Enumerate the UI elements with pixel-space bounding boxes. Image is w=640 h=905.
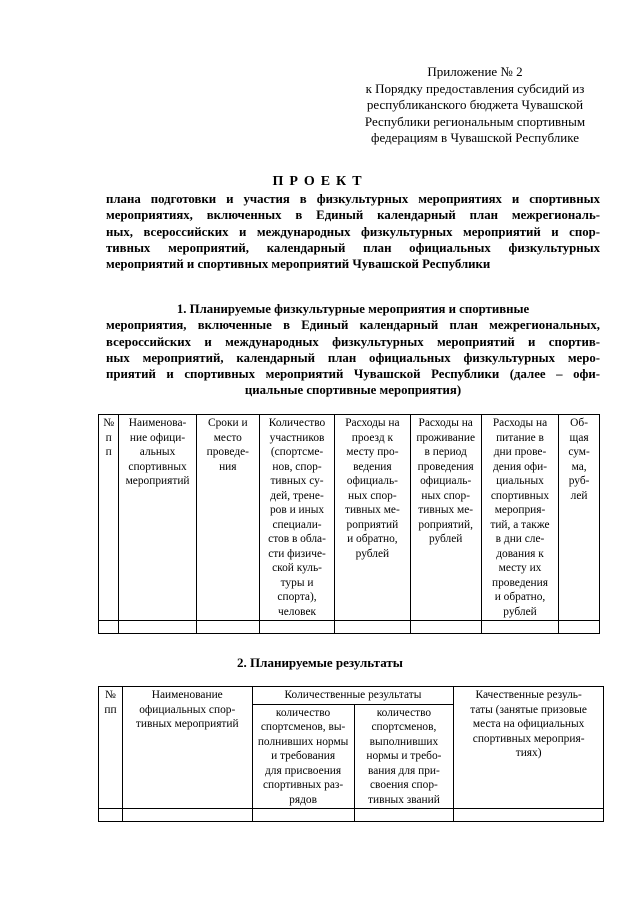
header-cell: Расходы на питание в дни прове- дения офи- циальных спортивных мероприя- тий, а также в дни сле- дования к месту их проведения и обратно, рублей: [481, 415, 558, 621]
header-cell: количество спортсменов, вы- полнивших нормы и требования для присвоения спортивных раз- рядов: [252, 704, 354, 809]
header-cell: № п п: [99, 415, 119, 621]
table-cell: [122, 809, 252, 822]
table-header-row: [99, 687, 604, 705]
header-cell: Качественные резуль- таты (занятые призовые места на официальных спортивных мероприя- тиях): [454, 687, 604, 809]
table-cell: [481, 621, 558, 634]
section1-line: 1. Планируемые физкультурные мероприятия и спортивные: [176, 302, 530, 316]
table-row: [99, 809, 604, 822]
table-row: [99, 621, 600, 634]
header-cell: Количество участников (спортсме- нов, спор- тивных су- дей, трене- ров и иных специали- стов в обла- сти физиче- ской куль- туры и спорта), человек: [259, 415, 334, 621]
plan-title: [106, 191, 600, 272]
header-cell: Наименование официальных спор- тивных мероприятий: [122, 687, 252, 809]
project-heading: ПРОЕКТ: [272, 174, 368, 189]
table-cell: [119, 621, 196, 634]
appendix-line: республиканского бюджета Чувашской: [366, 97, 584, 112]
header-cell: количество спортсменов, выполнивших нормы и требо- вания для при- своения спор- тивных званий: [354, 704, 454, 809]
header-cell: Об- щая сум- ма, руб- лей: [559, 415, 600, 621]
section2-title: 2. Планируемые результаты: [237, 655, 403, 670]
table-cell: [354, 809, 454, 822]
events-table: [98, 414, 600, 634]
table-cell: [99, 621, 119, 634]
section1-line: приятий и спортивных мероприятий Чувашской Республики (далее – офи-: [106, 367, 600, 382]
table-cell: [559, 621, 600, 634]
header-cell: Расходы на проезд к месту про- ведения официаль- ных спор- тивных ме- роприятий и обратно, рублей: [335, 415, 410, 621]
section1-title: [106, 301, 600, 399]
plan-title-line: мероприятиях, включенных в Единый календарный план межрегиональ-: [106, 208, 600, 223]
appendix-line: Республики региональным спортивным: [364, 113, 586, 129]
section1-line: циальные спортивные мероприятия): [244, 383, 462, 398]
table-cell: [410, 621, 481, 634]
table-cell: [99, 809, 123, 822]
header-cell: Сроки и место проведе- ния: [196, 415, 259, 621]
section1-line: всероссийских и международных физкультурных мероприятий и спортив-: [106, 334, 600, 349]
table-cell: [252, 809, 354, 822]
header-cell: Расходы на проживание в период проведения официаль- ных спор- тивных ме- роприятий, рублей: [410, 415, 481, 621]
plan-title-line: ных, всероссийских и международных физкультурных мероприятий и спор-: [106, 224, 600, 239]
appendix-block: [350, 64, 600, 147]
table-cell: [196, 621, 259, 634]
table-header-row: [99, 415, 600, 621]
table-cell: [335, 621, 410, 634]
appendix-line: Приложение № 2: [427, 64, 523, 79]
plan-title-line: мероприятий и спортивных мероприятий Чувашской Республики: [106, 257, 491, 272]
appendix-line: к Порядку предоставления субсидий из: [365, 80, 585, 96]
table-cell: [454, 809, 604, 822]
header-cell: Наименова- ние офици- альных спортивных мероприятий: [119, 415, 196, 621]
header-cell: Количественные результаты: [252, 687, 454, 705]
section1-line: ных мероприятий, календарный план официальных физкультурных меро-: [106, 350, 600, 365]
section1-line: мероприятия, включенные в Единый календарный план межрегиональных,: [106, 318, 600, 333]
table-cell: [259, 621, 334, 634]
header-cell: № пп: [99, 687, 123, 809]
plan-title-line: тивных мероприятий, календарный план официальных физкультурных: [106, 240, 600, 255]
plan-title-line: плана подготовки и участия в физкультурных мероприятиях и спортивных: [106, 192, 600, 206]
results-table: [98, 686, 604, 822]
appendix-line: федерациям в Чувашской Республике: [371, 130, 579, 145]
